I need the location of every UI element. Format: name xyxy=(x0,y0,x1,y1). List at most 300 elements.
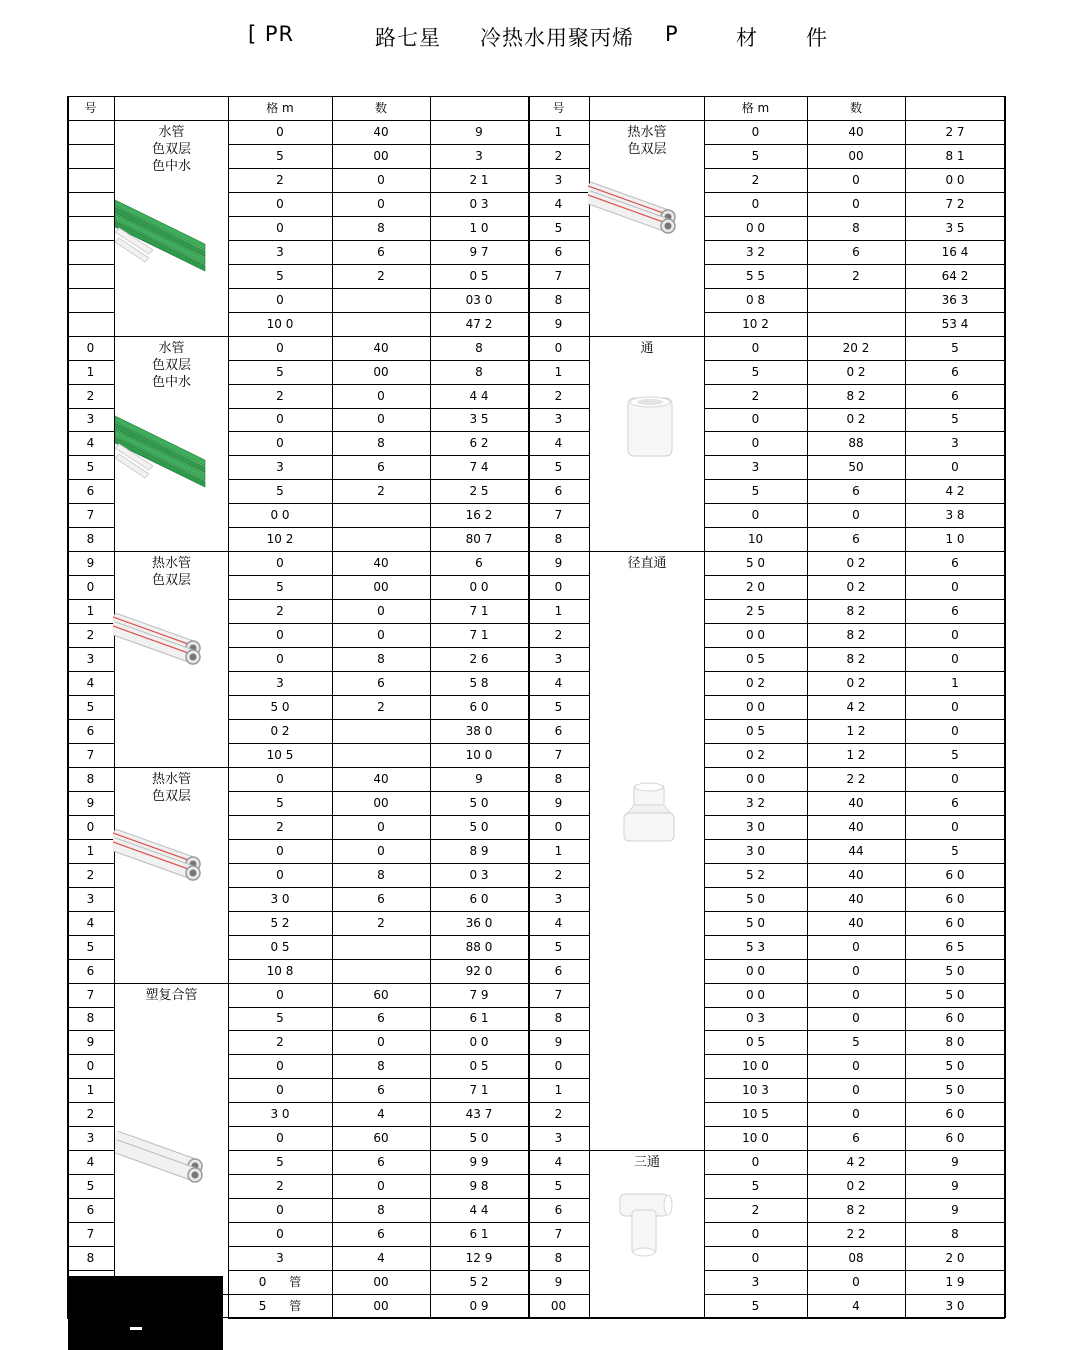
count-cell: 2 xyxy=(377,268,385,283)
spec-cell: 3 xyxy=(276,1251,284,1266)
price-cell: 7 4 xyxy=(469,460,489,475)
spec-cell: 10 5 xyxy=(266,747,294,762)
count-cell: 0 2 xyxy=(846,556,866,571)
count-cell xyxy=(332,719,430,743)
row-number xyxy=(67,192,114,216)
spec-cell: 2 xyxy=(276,604,284,619)
spec-cell: 2 xyxy=(276,172,284,187)
product-group xyxy=(590,336,704,552)
price-cell: 6 xyxy=(475,556,483,571)
count-cell: 8 xyxy=(377,436,385,451)
price-cell: 7 1 xyxy=(469,604,489,619)
spec-cell: 0 5 xyxy=(745,652,766,667)
price-cell: 88 0 xyxy=(465,939,493,954)
product-group xyxy=(115,551,228,767)
spec-cell: 0 8 xyxy=(745,292,766,307)
product-group xyxy=(115,767,228,983)
product-group xyxy=(115,983,228,1294)
price-cell: 5 xyxy=(951,747,959,762)
spec-cell: 0 xyxy=(276,1083,284,1098)
price-cell: 9 xyxy=(951,1179,959,1194)
price-cell: 1 0 xyxy=(469,220,489,235)
count-cell: 0 2 xyxy=(846,580,866,595)
price-cell: 0 0 xyxy=(945,172,965,187)
price-cell: 9 7 xyxy=(469,244,489,259)
row-number: 7 xyxy=(86,508,95,523)
spec-cell: 10 0 xyxy=(742,1131,769,1146)
price-cell: 16 2 xyxy=(465,508,493,523)
redaction-smear xyxy=(68,1276,223,1350)
count-cell: 0 xyxy=(377,604,385,619)
count-cell: 8 2 xyxy=(846,388,866,403)
spec-cell: 5 0 xyxy=(270,700,290,714)
count-cell xyxy=(332,312,430,336)
row-number: 5 xyxy=(554,700,563,714)
price-cell: 6 0 xyxy=(945,1011,965,1026)
price-cell: 4 2 xyxy=(945,484,965,499)
spec-cell: 5 xyxy=(276,795,284,810)
price-cell: 0 0 xyxy=(469,1035,489,1050)
count-cell: 0 2 xyxy=(846,676,866,691)
header-cell xyxy=(905,96,1005,120)
spec-cell: 0 xyxy=(276,436,284,451)
price-cell: 3 5 xyxy=(469,412,489,427)
spec-cell: 0 xyxy=(276,1203,284,1218)
row-number: 3 xyxy=(554,412,563,427)
spec-cell: 0 xyxy=(751,1227,760,1242)
price-cell: 1 0 xyxy=(945,532,965,547)
header-cell: 格 m xyxy=(266,101,294,115)
spec-cell: 0 xyxy=(276,1131,284,1146)
spec-cell: 3 xyxy=(276,460,284,475)
spec-cell: 10 8 xyxy=(266,963,294,978)
spec-cell: 0 xyxy=(751,412,760,427)
price-cell: 53 4 xyxy=(941,316,969,331)
spec-cell: 0 管 xyxy=(258,1275,302,1290)
price-cell: 6 0 xyxy=(469,700,489,714)
count-cell: 8 xyxy=(377,867,385,882)
count-cell: 0 xyxy=(377,628,385,643)
spec-cell: 5 0 xyxy=(745,915,766,930)
product-group xyxy=(590,1150,704,1318)
price-cell: 0 9 xyxy=(469,1299,489,1313)
spec-cell: 0 xyxy=(276,843,284,858)
spec-cell: 0 xyxy=(751,1155,760,1170)
spec-cell: 0 xyxy=(751,340,760,355)
price-cell: 5 xyxy=(951,340,959,355)
price-cell: 2 6 xyxy=(469,652,489,667)
price-cell: 5 0 xyxy=(945,963,965,978)
row-number: 7 xyxy=(554,987,563,1002)
price-cell: 8 0 xyxy=(945,1035,965,1050)
row-number: 1 xyxy=(554,1083,563,1098)
row-number: 3 xyxy=(86,1131,95,1146)
count-cell: 0 xyxy=(377,412,385,427)
count-cell: 60 xyxy=(373,1131,389,1146)
row-number: 0 xyxy=(554,580,563,595)
row-number xyxy=(67,120,114,144)
count-cell: 6 xyxy=(377,891,385,906)
count-cell xyxy=(332,743,430,767)
row-number: 8 xyxy=(554,292,563,307)
count-cell: 6 xyxy=(377,1155,385,1170)
row-number: 6 xyxy=(86,1203,95,1218)
spec-cell: 2 xyxy=(751,1203,760,1218)
row-number: 00 xyxy=(550,1299,567,1313)
product-name: 通 xyxy=(640,340,654,356)
spec-cell: 3 0 xyxy=(270,1107,290,1122)
spec-cell: 3 2 xyxy=(745,244,766,259)
hot-water-pipe-icon xyxy=(113,829,205,891)
reducer-icon xyxy=(618,781,680,847)
price-cell: 0 0 xyxy=(469,580,489,595)
price-cell: 3 xyxy=(951,436,959,451)
spec-cell: 3 xyxy=(276,244,284,259)
spec-cell: 2 xyxy=(751,172,760,187)
spec-cell: 5 xyxy=(751,484,760,499)
price-cell: 2 0 xyxy=(945,1251,965,1266)
row-number: 6 xyxy=(86,963,95,978)
spec-cell: 5 xyxy=(276,148,284,163)
count-cell: 40 xyxy=(373,556,389,571)
row-number: 8 xyxy=(554,771,563,786)
title-part: P xyxy=(665,22,679,46)
count-cell: 8 xyxy=(377,652,385,667)
count-cell: 6 xyxy=(377,460,385,475)
count-cell xyxy=(807,312,905,336)
count-cell: 0 xyxy=(377,172,385,187)
product-group xyxy=(590,551,704,1150)
row-number: 3 xyxy=(554,891,563,906)
row-number: 8 xyxy=(554,1251,563,1266)
row-number: 7 xyxy=(86,1227,95,1242)
row-number: 2 xyxy=(86,1107,95,1122)
row-number: 0 xyxy=(554,1059,563,1074)
row-number: 1 xyxy=(554,364,563,379)
count-cell: 40 xyxy=(848,795,864,810)
row-number: 4 xyxy=(86,436,95,451)
row-number: 1 xyxy=(554,124,563,139)
price-cell: 0 xyxy=(951,460,959,475)
count-cell: 0 2 xyxy=(846,364,866,379)
count-cell: 8 xyxy=(377,220,385,235)
header-cell xyxy=(114,96,228,120)
count-cell: 4 2 xyxy=(846,700,866,714)
spec-cell: 0 xyxy=(276,1059,284,1074)
row-number: 7 xyxy=(554,747,563,762)
spec-cell: 0 3 xyxy=(745,1011,766,1026)
price-cell: 6 xyxy=(951,795,959,810)
spec-cell: 0 2 xyxy=(270,723,290,738)
row-rule xyxy=(704,1318,1005,1319)
title-part: 件 xyxy=(806,26,828,50)
price-cell: 92 0 xyxy=(465,963,493,978)
count-cell xyxy=(332,527,430,551)
row-rule xyxy=(228,1318,528,1319)
product-name: 水管 色双层 色中水 xyxy=(151,340,191,390)
product-group xyxy=(115,120,228,336)
count-cell: 40 xyxy=(848,124,864,139)
row-number: 6 xyxy=(554,484,563,499)
price-cell: 8 xyxy=(475,364,483,379)
price-cell: 0 xyxy=(951,700,959,714)
row-number: 4 xyxy=(554,196,563,211)
count-cell: 0 xyxy=(377,1035,385,1050)
count-cell: 0 xyxy=(852,987,860,1002)
row-number: 9 xyxy=(86,556,95,571)
spec-cell: 5 xyxy=(276,1155,284,1170)
count-cell xyxy=(807,288,905,312)
row-number: 7 xyxy=(554,508,563,523)
spec-cell: 3 0 xyxy=(745,843,766,858)
count-cell: 00 xyxy=(373,364,389,379)
row-number: 4 xyxy=(554,436,563,451)
count-cell: 0 2 xyxy=(846,1179,866,1194)
green-pipe-icon xyxy=(115,412,209,498)
row-number: 2 xyxy=(86,388,95,403)
row-number: 9 xyxy=(554,316,563,331)
price-cell: 5 8 xyxy=(469,676,489,691)
spec-cell: 5 0 xyxy=(745,556,766,571)
price-cell: 5 0 xyxy=(469,1131,489,1146)
row-number: 4 xyxy=(86,915,95,930)
row-number: 1 xyxy=(554,843,563,858)
spec-cell: 2 0 xyxy=(745,580,766,595)
row-number: 2 xyxy=(554,867,563,882)
title-part: 材 xyxy=(736,26,758,50)
spec-cell: 3 0 xyxy=(745,819,766,834)
count-cell: 1 2 xyxy=(846,723,866,738)
count-cell xyxy=(332,959,430,983)
row-number xyxy=(67,264,114,288)
row-number: 0 xyxy=(86,340,95,355)
spec-cell: 10 0 xyxy=(742,1059,769,1074)
row-number: 8 xyxy=(86,771,95,786)
price-cell: 80 7 xyxy=(465,532,493,547)
row-number xyxy=(67,144,114,168)
price-cell: 6 0 xyxy=(945,1131,965,1146)
price-cell: 8 xyxy=(475,340,483,355)
row-number: 0 xyxy=(86,580,95,595)
header-cell: 数 xyxy=(849,101,862,115)
row-number: 1 xyxy=(86,1083,95,1098)
count-cell: 0 xyxy=(852,963,860,978)
price-cell: 7 9 xyxy=(469,987,489,1002)
count-cell: 6 xyxy=(852,1131,860,1146)
spec-cell: 0 0 xyxy=(745,220,766,235)
price-cell: 5 xyxy=(951,412,959,427)
count-cell: 08 xyxy=(848,1251,864,1266)
count-cell: 0 xyxy=(852,1059,860,1074)
row-number: 5 xyxy=(86,939,95,954)
row-number: 3 xyxy=(86,412,95,427)
price-cell: 38 0 xyxy=(465,723,493,738)
price-cell: 3 8 xyxy=(945,508,965,523)
row-number: 2 xyxy=(86,867,95,882)
row-number: 6 xyxy=(554,1203,563,1218)
count-cell: 6 xyxy=(852,484,860,499)
header-cell xyxy=(589,96,704,120)
count-cell: 0 xyxy=(852,1107,860,1122)
price-cell: 0 5 xyxy=(469,1059,489,1074)
price-cell: 2 1 xyxy=(469,172,489,187)
count-cell: 8 2 xyxy=(846,652,866,667)
price-cell: 5 0 xyxy=(469,795,489,810)
price-cell: 5 0 xyxy=(469,819,489,834)
count-cell: 6 xyxy=(852,244,860,259)
row-number: 8 xyxy=(554,1011,563,1026)
price-cell: 5 0 xyxy=(945,987,965,1002)
price-cell: 3 5 xyxy=(945,220,965,235)
row-number xyxy=(67,288,114,312)
row-number: 7 xyxy=(554,268,563,283)
price-cell: 6 0 xyxy=(469,891,489,906)
spec-cell: 3 xyxy=(276,676,284,691)
price-cell: 7 2 xyxy=(945,196,965,211)
count-cell: 0 xyxy=(852,508,860,523)
header-cell: 数 xyxy=(374,101,387,115)
row-number: 9 xyxy=(86,795,95,810)
row-number: 3 xyxy=(554,652,563,667)
price-cell: 9 xyxy=(475,771,483,786)
product-name: 三通 xyxy=(633,1155,660,1171)
price-cell: 0 xyxy=(951,723,959,738)
count-cell: 8 xyxy=(377,1059,385,1074)
price-cell: 6 xyxy=(951,604,959,619)
row-number: 9 xyxy=(554,1275,563,1290)
row-number: 5 xyxy=(554,1179,563,1194)
count-cell: 2 2 xyxy=(846,771,866,786)
row-number: 8 xyxy=(554,532,563,547)
row-rule xyxy=(528,1318,589,1319)
spec-cell: 0 xyxy=(751,124,760,139)
count-cell: 20 2 xyxy=(842,340,870,355)
count-cell: 1 2 xyxy=(846,747,866,762)
product-name: 塑复合管 xyxy=(145,987,198,1003)
price-cell: 9 9 xyxy=(469,1155,489,1170)
spec-cell: 5 2 xyxy=(745,867,766,882)
count-cell: 6 xyxy=(377,1227,385,1242)
spec-cell: 5 管 xyxy=(258,1299,302,1313)
count-cell: 6 xyxy=(377,244,385,259)
count-cell: 0 xyxy=(852,196,860,211)
count-cell: 6 xyxy=(377,1011,385,1026)
count-cell: 40 xyxy=(848,867,864,882)
spec-cell: 3 xyxy=(751,460,760,475)
count-cell: 40 xyxy=(373,124,389,139)
row-number: 3 xyxy=(86,891,95,906)
count-cell: 0 xyxy=(852,1275,860,1290)
row-number: 2 xyxy=(554,1107,563,1122)
count-cell: 2 xyxy=(377,700,385,714)
price-cell: 0 xyxy=(951,819,959,834)
row-number: 0 xyxy=(554,340,563,355)
product-name: 径直通 xyxy=(627,556,667,572)
count-cell: 8 2 xyxy=(846,1203,866,1218)
row-number: 9 xyxy=(86,1035,95,1050)
row-number: 9 xyxy=(554,556,563,571)
spec-cell: 2 xyxy=(276,1035,284,1050)
price-cell: 8 9 xyxy=(469,843,489,858)
row-number: 2 xyxy=(86,628,95,643)
count-cell: 40 xyxy=(848,819,864,834)
price-cell: 1 9 xyxy=(945,1275,965,1290)
row-number: 8 xyxy=(86,532,95,547)
header-cell: 格 m xyxy=(741,101,770,115)
row-number: 7 xyxy=(554,1227,563,1242)
price-cell: 5 0 xyxy=(945,1083,965,1098)
spec-cell: 0 2 xyxy=(745,747,766,762)
price-cell: 6 xyxy=(951,364,959,379)
spec-cell: 0 xyxy=(276,196,284,211)
spec-cell: 5 xyxy=(276,484,284,499)
price-cell: 3 0 xyxy=(945,1299,965,1313)
spec-cell: 0 xyxy=(276,220,284,235)
spec-cell: 10 2 xyxy=(266,532,294,547)
spec-cell: 0 xyxy=(276,987,284,1002)
count-cell: 0 xyxy=(852,172,860,187)
price-cell: 6 xyxy=(951,556,959,571)
spec-cell: 0 5 xyxy=(270,939,290,954)
spec-cell: 0 0 xyxy=(745,771,766,786)
count-cell: 4 xyxy=(377,1251,385,1266)
spec-cell: 0 0 xyxy=(745,963,766,978)
price-cell: 6 xyxy=(951,388,959,403)
price-cell: 6 2 xyxy=(469,436,489,451)
row-number: 3 xyxy=(554,1131,563,1146)
coupling-icon xyxy=(620,392,680,462)
product-group xyxy=(115,336,228,552)
count-cell: 6 xyxy=(852,532,860,547)
count-cell: 2 xyxy=(852,268,860,283)
spec-cell: 0 5 xyxy=(745,1035,766,1050)
row-number xyxy=(67,216,114,240)
price-cell: 03 0 xyxy=(465,292,493,307)
price-cell: 10 0 xyxy=(465,747,493,762)
spec-cell: 5 3 xyxy=(745,939,766,954)
spec-cell: 5 xyxy=(751,364,760,379)
row-number: 9 xyxy=(554,795,563,810)
price-cell: 2 7 xyxy=(945,124,965,139)
count-cell: 44 xyxy=(848,843,864,858)
spec-cell: 5 xyxy=(276,364,284,379)
count-cell: 0 xyxy=(852,1011,860,1026)
document-title xyxy=(0,22,1080,52)
row-number: 5 xyxy=(554,939,563,954)
spec-cell: 0 xyxy=(751,508,760,523)
count-cell: 40 xyxy=(848,891,864,906)
spec-cell: 0 xyxy=(276,771,284,786)
spec-cell: 2 xyxy=(751,388,760,403)
spec-cell: 3 xyxy=(751,1275,760,1290)
spec-cell: 5 xyxy=(276,580,284,595)
row-number: 5 xyxy=(86,1179,95,1194)
spec-cell: 10 0 xyxy=(266,316,294,331)
spec-cell: 2 5 xyxy=(745,604,766,619)
row-number: 7 xyxy=(86,987,95,1002)
spec-cell: 2 xyxy=(276,388,284,403)
price-cell: 7 1 xyxy=(469,1083,489,1098)
price-cell: 5 2 xyxy=(469,1275,489,1290)
product-name: 热水管 色双层 xyxy=(151,556,191,589)
count-cell: 0 xyxy=(377,819,385,834)
row-number: 6 xyxy=(554,723,563,738)
spec-cell: 5 0 xyxy=(745,891,766,906)
row-number: 8 xyxy=(86,1251,95,1266)
count-cell: 8 2 xyxy=(846,604,866,619)
price-cell: 9 8 xyxy=(469,1179,489,1194)
title-part: 路七星 xyxy=(375,26,441,50)
